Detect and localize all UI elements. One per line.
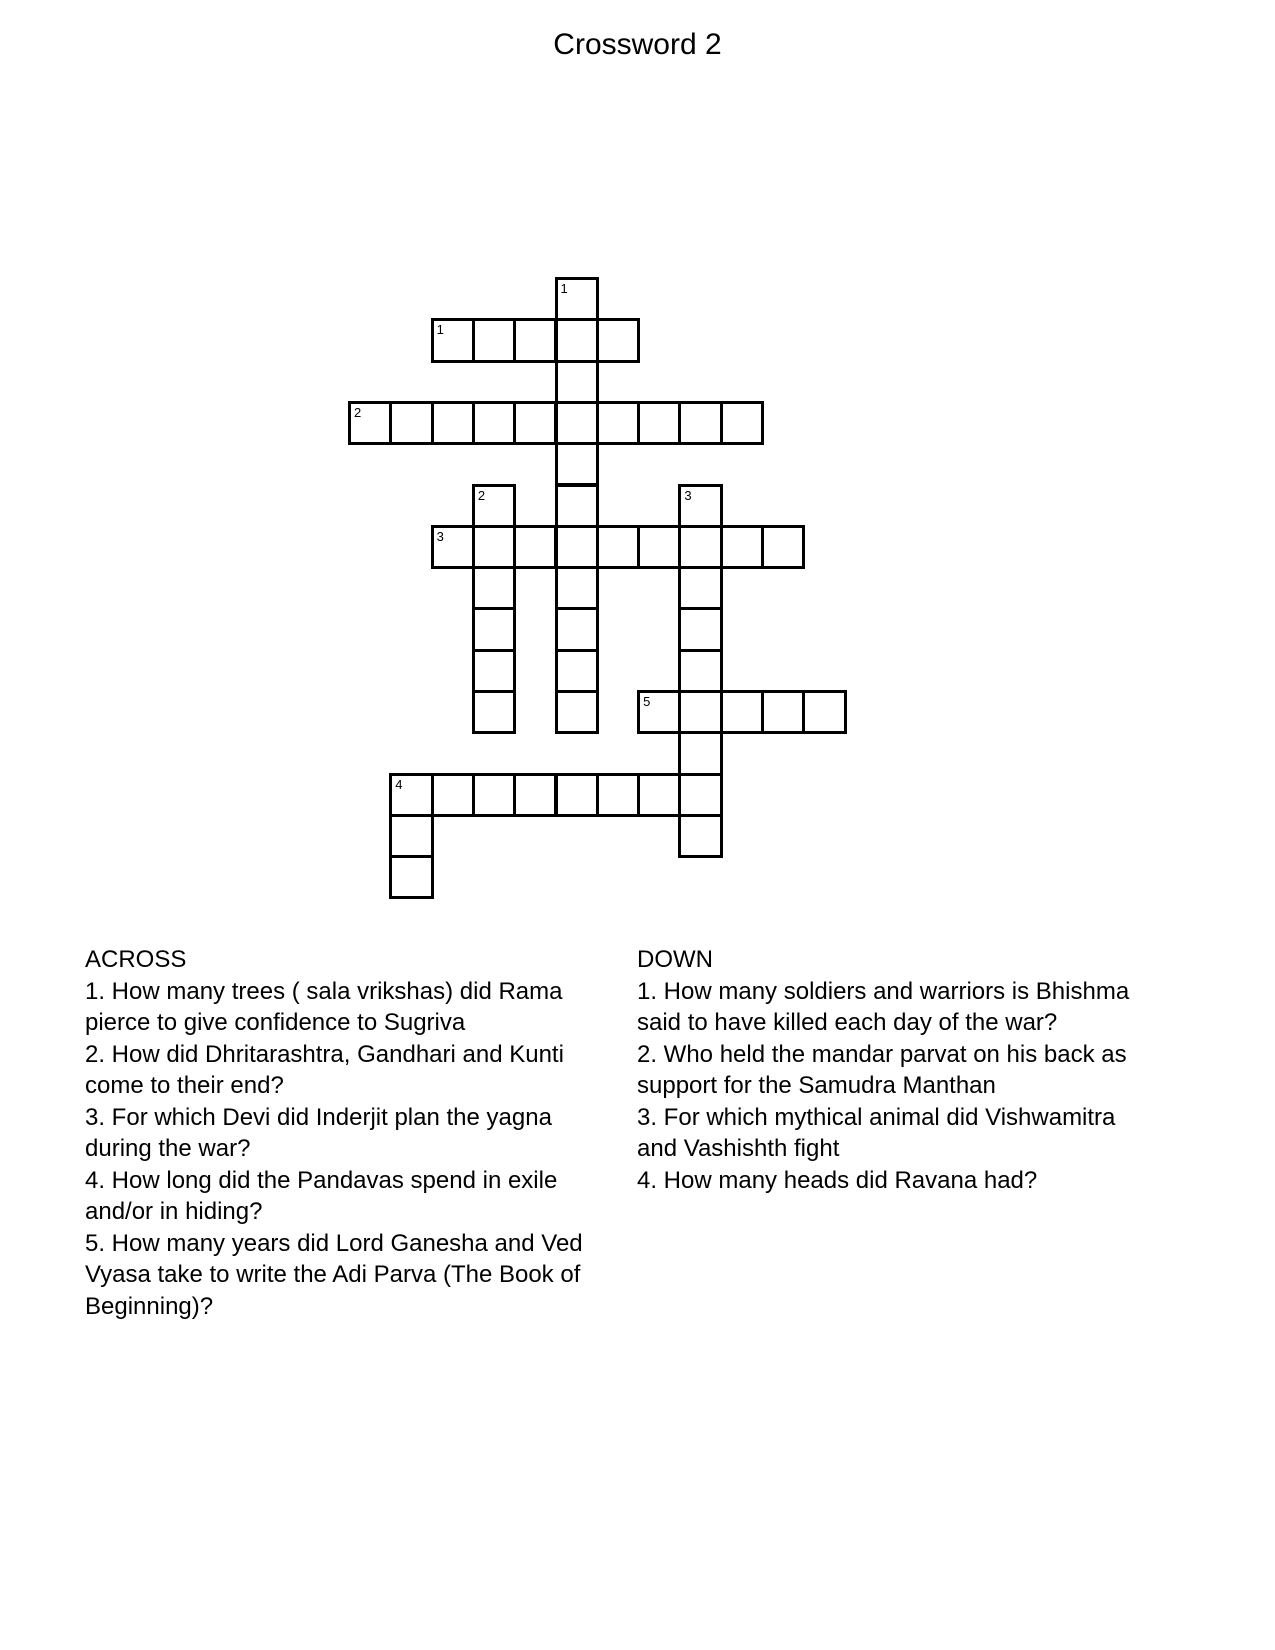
grid-cell-r9c5 xyxy=(555,649,599,693)
clue-number-label: 2 xyxy=(477,487,486,503)
grid-cell-r11c8 xyxy=(678,731,722,775)
grid-cell-r3c2 xyxy=(431,401,475,445)
grid-cell-r13c8 xyxy=(678,814,722,858)
clue-down-2-cont1: support for the Samudra Manthan xyxy=(637,1072,996,1099)
clue-number-label: 5 xyxy=(643,694,651,709)
grid-cell-r8c8 xyxy=(678,607,722,651)
grid-cell-r13c1 xyxy=(389,814,433,858)
grid-cell-r10c3 xyxy=(472,690,516,734)
grid-cell-r6c3 xyxy=(472,525,516,569)
grid-cell-r7c5 xyxy=(555,566,599,610)
clue-number-label: 2 xyxy=(354,404,362,420)
grid-cell-r7c8 xyxy=(678,566,722,610)
grid-cell-r3c5 xyxy=(555,401,599,445)
clue-down-4: 4. How many heads did Ravana had? xyxy=(637,1166,1038,1194)
page-title: Crossword 2 xyxy=(553,28,722,61)
grid-cell-r14c1 xyxy=(389,855,433,899)
grid-cell-r8c3 xyxy=(472,607,516,651)
grid-cell-r12c4 xyxy=(513,773,557,817)
clue-across-4: 4. How long did the Pandavas spend in exile xyxy=(85,1166,558,1194)
clue-down-3: 3. For which mythical animal did Vishwamitra xyxy=(637,1103,1116,1131)
clue-across-3: 3. For which Devi did Inderjit plan the yagna xyxy=(85,1103,552,1131)
clue-across-2-cont1: come to their end? xyxy=(85,1072,284,1099)
clue-number-label: 4 xyxy=(395,776,403,792)
grid-cell-r6c8 xyxy=(678,525,722,569)
grid-cell-r3c7 xyxy=(637,401,681,445)
grid-cell-r9c3 xyxy=(472,649,516,693)
grid-cell-r1c6 xyxy=(596,318,640,362)
clue-number-label: 3 xyxy=(436,528,444,544)
grid-cell-r1c5 xyxy=(555,318,599,362)
grid-cell-r3c4 xyxy=(513,401,557,445)
grid-cell-r6c9 xyxy=(720,525,764,569)
grid-cell-r12c3 xyxy=(472,773,516,817)
clue-number-label: 1 xyxy=(560,281,568,296)
clue-number-label: 1 xyxy=(436,322,444,338)
grid-cell-r1c4 xyxy=(513,318,557,362)
grid-cell-r10c8 xyxy=(678,690,722,734)
grid-cell-r9c8 xyxy=(678,649,722,693)
grid-cell-r12c6 xyxy=(596,773,640,817)
clue-across-4-cont1: and/or in hiding? xyxy=(85,1198,263,1225)
down-clues-section xyxy=(637,944,1129,1196)
grid-cell-r10c10 xyxy=(761,690,805,734)
grid-cell-r12c7 xyxy=(637,773,681,817)
grid-cell-r5c5 xyxy=(555,484,599,528)
clue-down-1: 1. How many soldiers and warriors is Bhishma xyxy=(637,977,1130,1005)
grid-cell-r3c3 xyxy=(472,401,516,445)
clue-number-label: 3 xyxy=(684,487,692,503)
across-header: ACROSS xyxy=(85,946,187,973)
grid-cell-r3c6 xyxy=(596,401,640,445)
clue-across-1-cont1: pierce to give confidence to Sugriva xyxy=(85,1009,466,1036)
grid-cell-r7c3 xyxy=(472,566,516,610)
grid-cell-r10c11 xyxy=(802,690,846,734)
grid-cell-r1c3 xyxy=(472,318,516,362)
grid-cell-r4c5 xyxy=(555,442,599,486)
grid-cell-r6c6 xyxy=(596,525,640,569)
grid-cell-r12c5 xyxy=(555,773,599,817)
grid-cell-r10c9 xyxy=(720,690,764,734)
down-header: DOWN xyxy=(637,946,713,973)
clue-down-2: 2. Who held the mandar parvat on his back as xyxy=(637,1040,1127,1068)
grid-cell-r12c8 xyxy=(678,773,722,817)
clue-down-1-cont1: said to have killed each day of the war? xyxy=(637,1009,1058,1036)
grid-cell-r8c5 xyxy=(555,607,599,651)
clue-across-5-cont2: Beginning)? xyxy=(85,1292,214,1320)
grid-cell-r3c8 xyxy=(678,401,722,445)
clue-across-5: 5. How many years did Lord Ganesha and Ved xyxy=(85,1229,583,1257)
grid-cell-r6c5 xyxy=(555,525,599,569)
clue-across-3-cont1: during the war? xyxy=(85,1135,251,1162)
across-clues-section xyxy=(85,944,583,1322)
grid-cell-r6c10 xyxy=(761,525,805,569)
grid-cell-r3c9 xyxy=(720,401,764,445)
grid-cell-r2c5 xyxy=(555,360,599,404)
clue-across-2: 2. How did Dhritarashtra, Gandhari and Kunti xyxy=(85,1040,564,1068)
clue-down-3-cont1: and Vashishth fight xyxy=(637,1135,840,1162)
grid-cell-r3c1 xyxy=(389,401,433,445)
clue-across-5-cont1: Vyasa take to write the Adi Parva (The Book of xyxy=(85,1261,581,1288)
grid-cell-r10c5 xyxy=(555,690,599,734)
grid-cell-r6c7 xyxy=(637,525,681,569)
grid-cell-r6c4 xyxy=(513,525,557,569)
clue-across-1: 1. How many trees ( sala vrikshas) did Rama xyxy=(85,977,563,1005)
grid-cell-r12c2 xyxy=(431,773,475,817)
